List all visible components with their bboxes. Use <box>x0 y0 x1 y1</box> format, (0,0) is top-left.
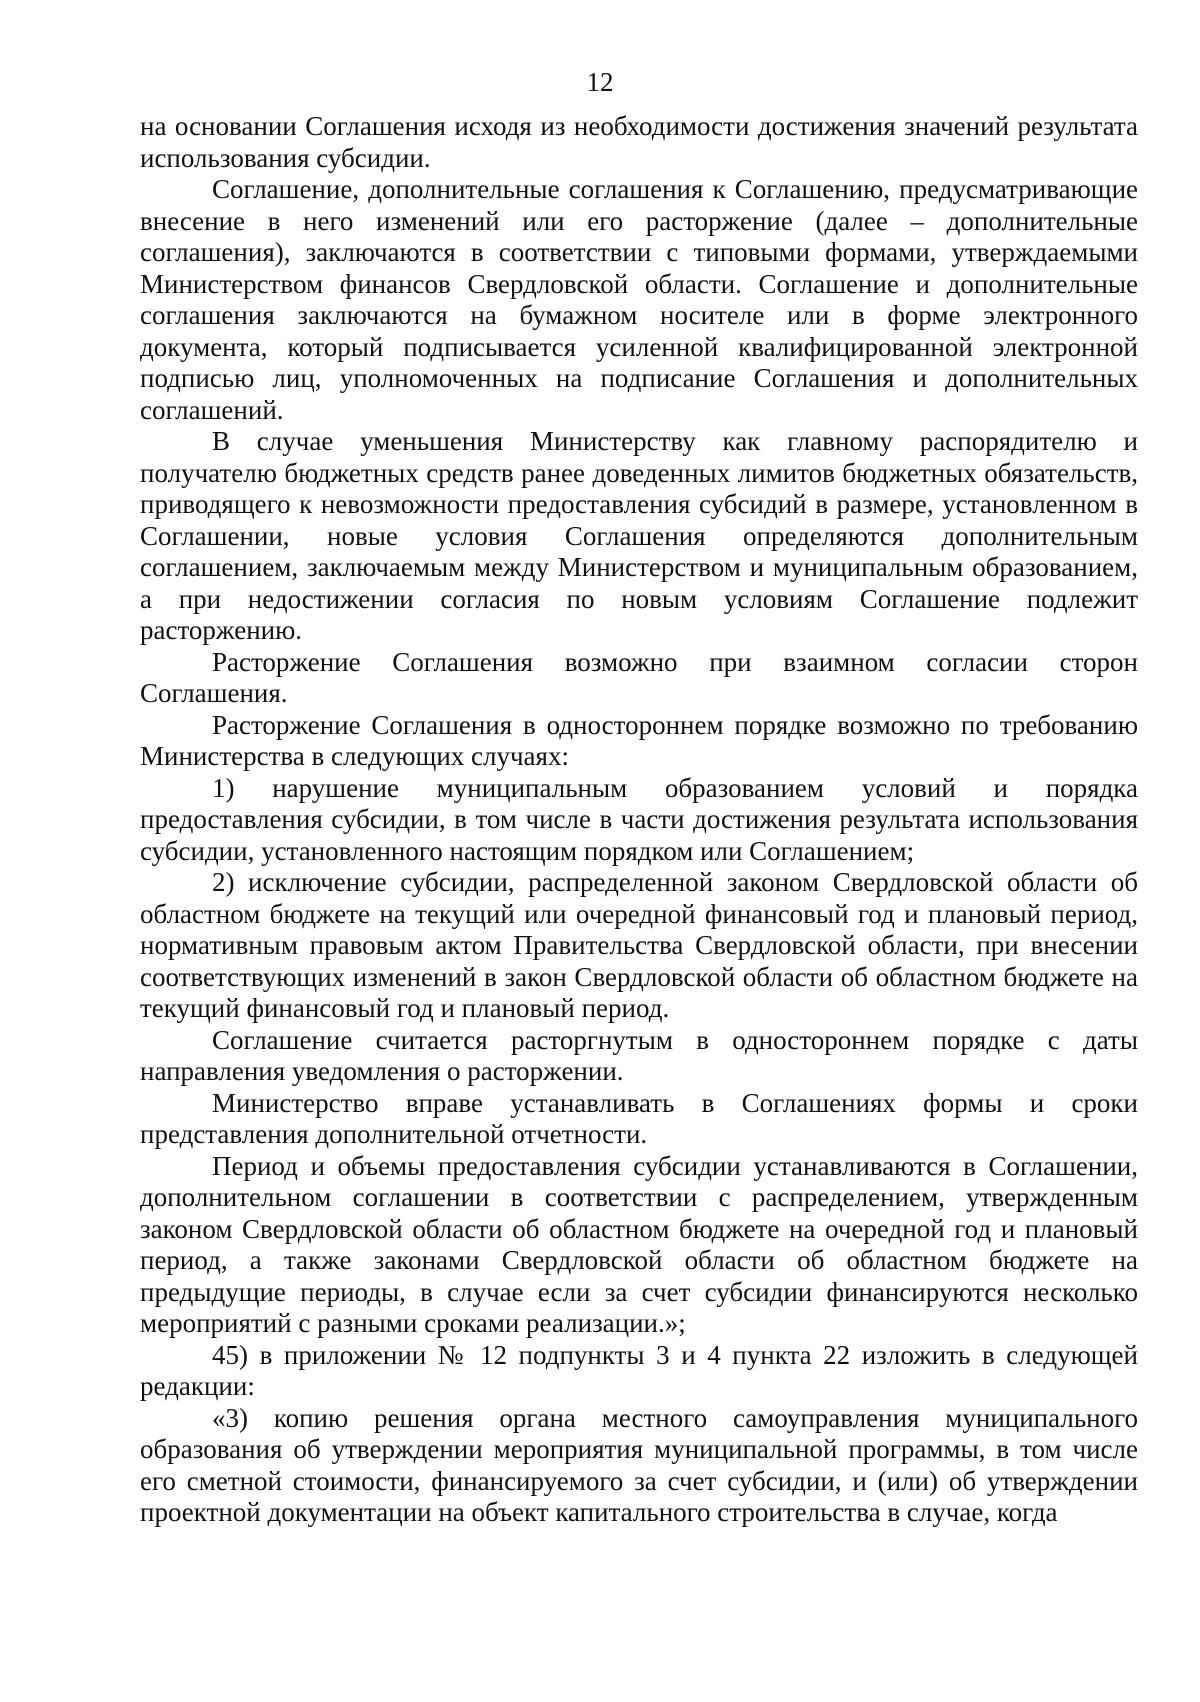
paragraph-subitem-3: «3) копию решения органа местного самоуправления муниципального образования об утверждении мероприятия муниципальной программы, в том числе его сметной стоимости, финансируемого за счет субсидии, и (или) об утверждении проектной документации на объект капитального строительства в случае, когда <box>140 1402 1138 1527</box>
paragraph-mutual-termination: Расторжение Соглашения возможно при взаимном согласии сторон Соглашения. <box>140 646 1138 708</box>
list-item-1: 1) нарушение муниципальным образованием условий и порядка предоставления субсидии, в том числе в части достижения результата использования субсидии, установленного настоящим порядком или Соглашением; <box>140 772 1138 866</box>
document-body <box>140 111 1138 1529</box>
page-number: 12 <box>586 67 614 97</box>
paragraph-reporting: Министерство вправе устанавливать в Соглашениях формы и сроки представления дополнительной отчетности. <box>140 1087 1138 1149</box>
paragraph-period-volumes: Период и объемы предоставления субсидии устанавливаются в Соглашении, дополнительном соглашении в соответствии с распределением, утвержденным законом Свердловской области об областном бюджете на очередной год и плановый период, а также законами Свердловской области об областном бюджете на предыдущие периоды, в случае если за счет субсидии финансируются несколько мероприятий с разными сроками реализации.»; <box>140 1150 1138 1338</box>
paragraph-limits-reduction: В случае уменьшения Министерству как главному распорядителю и получателю бюджетных средств ранее доведенных лимитов бюджетных обязательств, приводящего к невозможности предоставления субсидий в размере, установленном в Соглашении, новые условия Соглашения определяются дополнительным соглашением, заключаемым между Министерством и муниципальным образованием, а при недостижении согласия по новым условиям Соглашение подлежит расторжению. <box>140 426 1138 645</box>
paragraph-continuation: на основании Соглашения исходя из необходимости достижения значений результата использования субсидии. <box>140 111 1138 173</box>
paragraph-item-45: 45) в приложении № 12 подпункты 3 и 4 пункта 22 изложить в следующей редакции: <box>140 1339 1138 1401</box>
list-item-2: 2) исключение субсидии, распределенной законом Свердловской области об областном бюджете на текущий или очередной финансовый год и плановый период, нормативным правовым актом Правительства Свердловской области, при внесении соответствующих изменений в закон Свердловской области об областном бюджете на текущий финансовый год и плановый период. <box>140 867 1138 1023</box>
paragraph-unilateral-termination: Расторжение Соглашения в одностороннем порядке возможно по требованию Министерства в следующих случаях: <box>140 709 1138 771</box>
paragraph-agreement-forms: Соглашение, дополнительные соглашения к Соглашению, предусматривающие внесение в него изменений или его расторжение (далее – дополнительные соглашения), заключаются в соответствии с типовыми формами, утверждаемыми Министерством финансов Свердловской области. Соглашение и дополнительные соглашения заключаются на бумажном носителе или в форме электронного документа, который подписывается усиленной квалифицированной электронной подписью лиц, уполномоченных на подписание Соглашения и дополнительных соглашений. <box>140 174 1138 425</box>
paragraph-termination-date: Соглашение считается расторгнутым в одностороннем порядке с даты направления уведомления о расторжении. <box>140 1024 1138 1086</box>
